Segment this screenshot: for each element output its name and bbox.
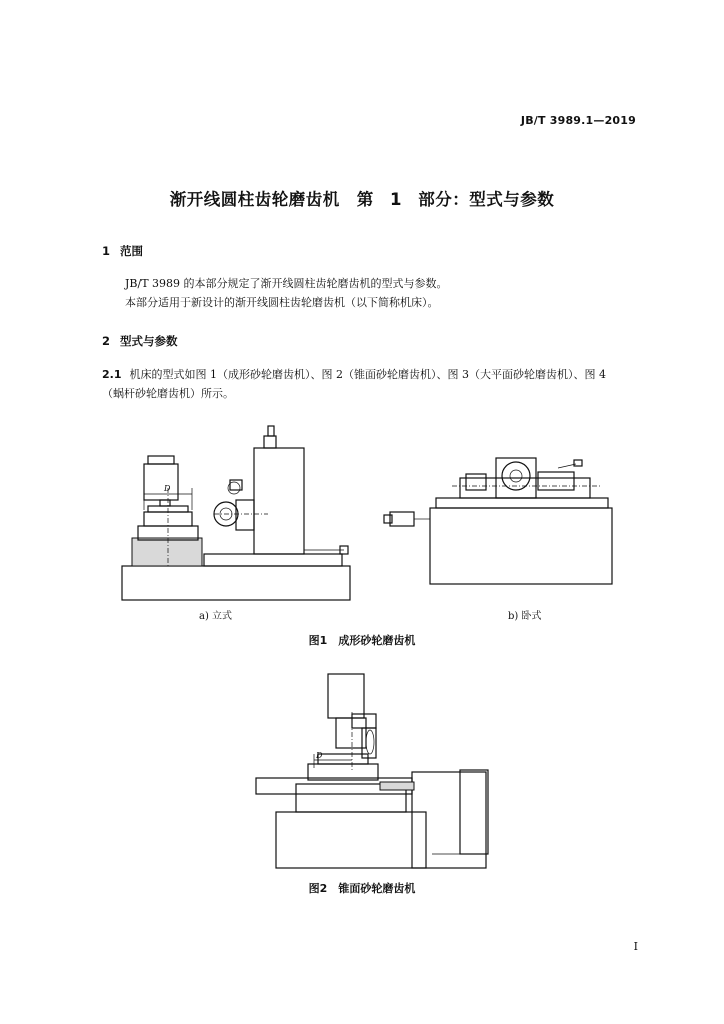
section-1-heading (102, 243, 143, 259)
clause-2-1-number: 2.1 (102, 368, 122, 381)
figure-1-title: 图1 成形砂轮磨齿机 (308, 634, 416, 647)
figure-1a-drawing (118, 418, 358, 603)
figure-2-drawing (252, 672, 492, 872)
figure-2-dim-label: D (316, 751, 323, 760)
section-1-para-1: JB/T 3989 的本部分规定了渐开线圆柱齿轮磨齿机的型式与参数。 (125, 277, 448, 290)
figure-1a-caption: a) 立式 (199, 611, 233, 622)
standard-code: JB/T 3989.1—2019 (520, 114, 636, 127)
figure-1a-dim-label: D (164, 484, 171, 493)
section-1-title: 范围 (120, 244, 143, 258)
figure-1b-caption: b) 卧式 (508, 611, 542, 622)
section-2-title: 型式与参数 (120, 334, 178, 348)
section-2-heading (102, 333, 178, 349)
clause-2-1-line-1 (102, 366, 606, 384)
section-2-number: 2 (102, 334, 111, 348)
section-1-number: 1 (102, 244, 111, 258)
page-number: I (633, 940, 638, 953)
clause-2-1-text: 机床的型式如图 1（成形砂轮磨齿机）、图 2（锥面砂轮磨齿机）、图 3（大平面砂轮磨齿机）、图 4 (129, 368, 606, 381)
clause-2-1-line-2: （蜗杆砂轮磨齿机）所示。 (102, 387, 234, 400)
document-title: 渐开线圆柱齿轮磨齿机 第 1 部分：型式与参数 (169, 190, 555, 209)
section-1-para-2: 本部分适用于新设计的渐开线圆柱齿轮磨齿机（以下简称机床）。 (125, 296, 439, 309)
figure-1b-drawing (380, 450, 620, 590)
figure-2-title: 图2 锥面砂轮磨齿机 (308, 882, 416, 895)
